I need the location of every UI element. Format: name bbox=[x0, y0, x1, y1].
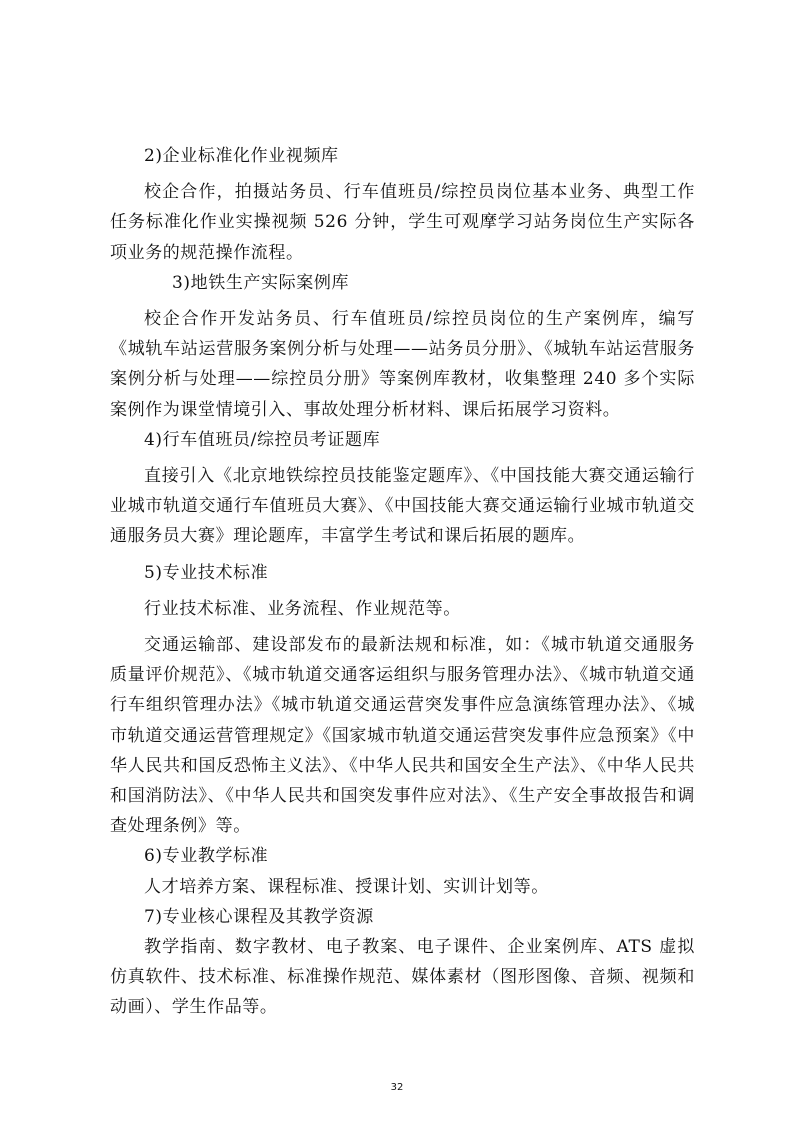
heading-video-library: 2)企业标准化作业视频库 bbox=[144, 146, 339, 166]
paragraph-video-library: 校企合作，拍摄站务员、行车值班员/综控员岗位基本业务、典型工作任务标准化作业实操视频 526 分钟，学生可观摩学习站务岗位生产实际各项业务的规范操作流程。 bbox=[110, 182, 695, 263]
document-body bbox=[110, 141, 695, 1023]
heading-technical-standards: 5)专业技术标准 bbox=[144, 562, 269, 583]
heading-exam-bank: 4)行车值班员/综控员考证题库 bbox=[144, 429, 381, 450]
paragraph-industry-standards: 行业技术标准、业务流程、作业规范等。 bbox=[144, 598, 461, 619]
heading-core-courses: 7)专业核心课程及其教学资源 bbox=[144, 906, 374, 927]
paragraph-core-courses: 教学指南、数字教材、电子教案、电子课件、企业案例库、ATS 虚拟仿真软件、技术标准、标准操作规范、媒体素材（图形图像、音频、视频和动画）、学生作品等。 bbox=[110, 937, 695, 1018]
paragraph-case-library: 校企合作开发站务员、行车值班员/综控员岗位的生产案例库，编写《城轨车站运营服务案例分析与处理——站务员分册》、《城轨车站运营服务案例分析与处理——综控员分册》等案例库教材，收集整理 240 多个实际案例作为课堂情境引入、事故处理分析材料、课后拓展学习资料。 bbox=[110, 309, 695, 420]
heading-teaching-standards: 6)专业教学标准 bbox=[144, 846, 269, 867]
heading-case-library: 3)地铁生产实际案例库 bbox=[172, 272, 350, 293]
paragraph-regulations: 交通运输部、建设部发布的最新法规和标准，如：《城市轨道交通服务质量评价规范》、《城市轨道交通客运组织与服务管理办法》、《城市轨道交通行车组织管理办法》《城市轨道交通运营突发事件应急演练管理办法》、《城市轨道交通运营管理规定》《国家城市轨道交通运营突发事件应急预案》《中华人民共和国反恐怖主义法》、《中华人民共和国安全生产法》、《中华人民共和国消防法》、《中华人民共和国突发事件应对法》、《生产安全事故报告和调查处理条例》等。 bbox=[110, 635, 695, 837]
page-number: 32 bbox=[390, 1082, 404, 1093]
paragraph-exam-bank: 直接引入《北京地铁综控员技能鉴定题库》、《中国技能大赛交通运输行业城市轨道交通行车值班员大赛》、《中国技能大赛交通运输行业城市轨道交通服务员大赛》理论题库，丰富学生考试和课后拓展的题库。 bbox=[110, 466, 695, 547]
paragraph-teaching-standards: 人才培养方案、课程标准、授课计划、实训计划等。 bbox=[144, 876, 549, 897]
